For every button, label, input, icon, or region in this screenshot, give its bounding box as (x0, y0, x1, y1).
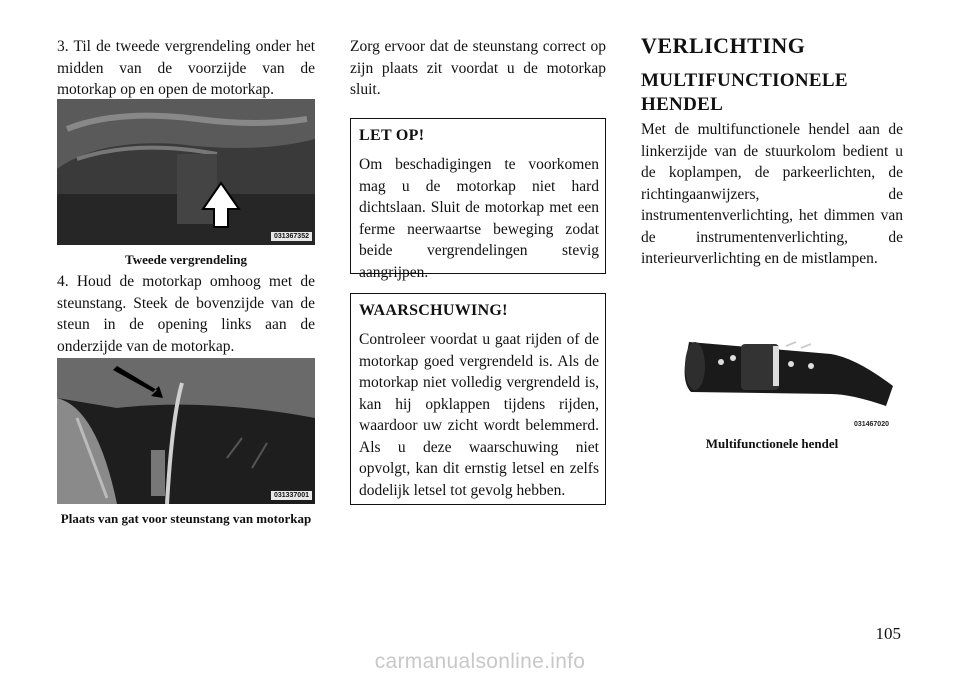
caution-title: LET OP! (359, 127, 425, 144)
lever-illustration (681, 324, 893, 428)
photo-code: 031367352 (271, 232, 312, 241)
subsection-title: MULTIFUNCTIONELE HENDEL (641, 70, 848, 115)
caption-prop-rod-hole: Plaats van gat voor steunstang van motorkap (60, 511, 312, 526)
photo-code: 031337001 (271, 491, 312, 500)
watermark[interactable]: carmanualsonline.info (374, 650, 586, 673)
warning-title: WAARSCHUWING! (359, 302, 508, 319)
caption-lever: Multifunctionele hendel (705, 436, 839, 451)
step-3-text: 3. Til de tweede vergrendeling onder het midden van de voorzijde van de motorkap op en open de motorkap. (57, 38, 315, 98)
warning-box (350, 293, 606, 505)
lever-description: Met de multifunctionele hendel aan de linkerzijde van de stuurkolom bedient u de koplampen, de parkeerlichten, de richtingaanwijzers, de instrumentenverlichting, het dimmen van de instrumentenverlichting, de interieurverlichting en de mistlampen. (641, 121, 903, 267)
photo-second-latch (57, 99, 315, 245)
photo-prop-rod-hole (57, 358, 315, 504)
warning-text: Controleer voordat u gaat rijden of de motorkap goed vergrendeld is. Als de motorkap niet volledig vergrendeld is, kan hij opklappen tijdens rijden, waardoor uw zicht wordt belemmerd. Als u deze waarschuwing niet opvolgt, kan dit ernstig letsel en zelfs dodelijk letsel tot gevolg hebben. (359, 331, 599, 499)
step-4-text: 4. Houd de motorkap omhoog met de steunstang. Steek de bovenzijde van de steun in de opening links aan de onderzijde van de motorkap. (57, 273, 315, 355)
caution-text: Om beschadigingen te voorkomen mag u de motorkap niet hard dichtslaan. Sluit de motorkap met een ferme neerwaartse beweging zodat beide vergrendelingen stevig aangrijpen. (359, 156, 599, 281)
page-number: 105 (875, 624, 901, 643)
illustration-code: 031467020 (853, 421, 889, 428)
caption-second-latch: Tweede vergrendeling (125, 252, 247, 267)
intro-text: Zorg ervoor dat de steunstang correct op zijn plaats zit voordat u de motorkap sluit. (350, 38, 606, 98)
caution-box (350, 118, 606, 281)
section-title: VERLICHTING (641, 33, 806, 58)
